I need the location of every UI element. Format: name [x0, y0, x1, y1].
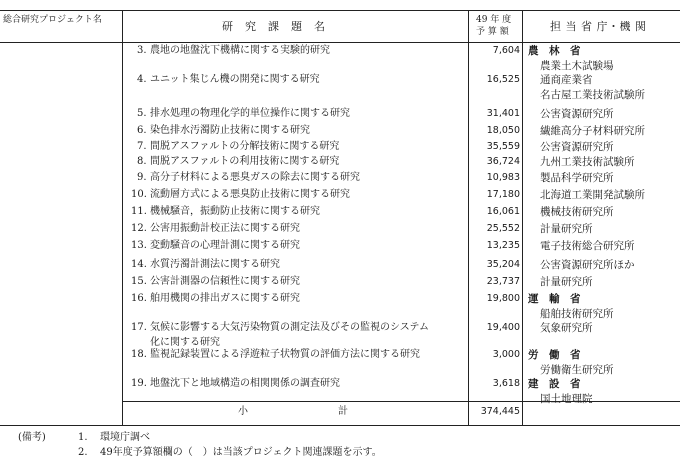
row-agency: 電子技術総合研究所	[540, 240, 635, 252]
row-agency-sub: 国土地理院	[540, 393, 593, 405]
row-number: 10.	[131, 189, 147, 200]
row-budget: 13,235	[486, 240, 520, 251]
row-topic: 舶用機関の排出ガスに関する研究	[150, 293, 300, 304]
row-agency-sub: 農業土木試験場	[540, 60, 614, 72]
row-budget: 35,204	[486, 259, 520, 270]
row-number: 5.	[137, 108, 147, 119]
row-budget: 3,000	[492, 349, 520, 360]
row-topic: 変動騒音の心理計測に関する研究	[150, 240, 300, 251]
row-topic: 水質汚濁計測法に関する研究	[150, 259, 280, 270]
row-topic: 農地の地盤沈下機構に関する実験的研究	[150, 45, 330, 56]
row-number: 11.	[131, 206, 147, 217]
row-agency: 建 設 省	[528, 378, 581, 390]
row-budget: 16,061	[486, 206, 520, 217]
row-budget: 3,618	[492, 378, 520, 389]
row-budget: 19,800	[486, 293, 520, 304]
row-topic: 染色排水汚濁防止技術に関する研究	[150, 125, 310, 136]
row-agency: 北海道工業開発試験所	[540, 189, 645, 201]
row-budget: 35,559	[486, 141, 520, 152]
table-top-border	[0, 10, 680, 11]
row-number: 19.	[131, 378, 147, 389]
subtotal-label: 小 計	[238, 406, 358, 417]
row-agency-sub: 労働衛生研究所	[540, 364, 614, 376]
row-number: 17.	[131, 322, 147, 333]
row-topic-continued: 化に関する研究	[150, 337, 220, 348]
row-topic: 機械騒音，振動防止技術に関する研究	[150, 206, 320, 217]
row-number: 13.	[131, 240, 147, 251]
row-agency: 労 働 省	[528, 349, 581, 361]
row-agency: 気象研究所	[540, 322, 593, 334]
row-budget: 18,050	[486, 125, 520, 136]
row-number: 16.	[131, 293, 147, 304]
row-number: 6.	[137, 125, 147, 136]
row-agency: 計量研究所	[540, 276, 593, 288]
note-1-number: 1.	[78, 432, 88, 443]
header-project: 総合研究プロジェクト名	[3, 15, 102, 25]
row-budget: 25,552	[486, 223, 520, 234]
row-number: 14.	[131, 259, 147, 270]
row-number: 15.	[131, 276, 147, 287]
row-topic: 高分子材料による悪臭ガスの除去に関する研究	[150, 172, 360, 183]
notes-label: (備考)	[18, 432, 46, 443]
col-divider-3	[522, 10, 523, 425]
row-number: 9.	[137, 172, 147, 183]
row-agency: 公害資源研究所ほか	[540, 259, 635, 271]
row-number: 3.	[137, 45, 147, 56]
subtotal-top-border	[123, 401, 680, 402]
row-agency: 農 林 省	[528, 45, 581, 57]
row-number: 7.	[137, 141, 147, 152]
note-1-text: 環境庁調べ	[100, 432, 150, 443]
row-agency: 通商産業省	[540, 74, 593, 86]
row-agency: 機械技術研究所	[540, 206, 614, 218]
header-agency: 担 当 省 庁・機 関	[550, 20, 647, 33]
header-budget-bottom: 予 算 額	[476, 27, 509, 37]
header-title: 研 究 課 題 名	[222, 20, 326, 33]
row-budget: 10,983	[486, 172, 520, 183]
row-topic: ユニット集じん機の開発に関する研究	[150, 74, 320, 85]
note-2-number: 2.	[78, 447, 88, 458]
row-topic: 間脱アスファルトの分解技術に関する研究	[150, 141, 340, 152]
row-agency: 計量研究所	[540, 223, 593, 235]
row-number: 12.	[131, 223, 147, 234]
row-topic: 気候に影響する大気汚染物質の測定法及びその監視のシステム	[150, 322, 429, 333]
row-agency: 公害資源研究所	[540, 141, 614, 153]
row-budget: 7,604	[492, 45, 520, 56]
row-budget: 16,525	[486, 74, 520, 85]
row-number: 18.	[131, 349, 147, 360]
row-number: 8.	[137, 156, 147, 167]
row-topic: 監視記録装置による浮遊粒子状物質の評価方法に関する研究	[150, 349, 420, 360]
row-budget: 23,737	[486, 276, 520, 287]
row-budget: 17,180	[486, 189, 520, 200]
table-bottom-border	[0, 425, 680, 426]
row-number: 4.	[137, 74, 147, 85]
row-agency: 製品科学研究所	[540, 172, 614, 184]
col-divider-1	[122, 10, 123, 425]
row-topic: 公害計測器の信頼性に関する研究	[150, 276, 300, 287]
row-topic: 間脱アスファルトの利用技術に関する研究	[150, 156, 340, 167]
row-budget: 19,400	[486, 322, 520, 333]
row-agency: 繊維高分子材料研究所	[540, 125, 645, 137]
row-agency: 公害資源研究所	[540, 108, 614, 120]
row-budget: 36,724	[486, 156, 520, 167]
header-bottom-border	[0, 42, 680, 43]
row-agency: 運 輸 省	[528, 293, 581, 305]
row-agency-sub: 船舶技術研究所	[540, 308, 614, 320]
col-divider-2	[468, 10, 469, 425]
note-2-text: 49年度予算額欄の（ ）は当該プロジェクト関連課題を示す。	[100, 447, 382, 458]
row-topic: 排水処理の物理化学的単位操作に関する研究	[150, 108, 350, 119]
header-budget-top: 49 年 度	[476, 15, 512, 25]
row-agency-sub: 名古屋工業技術試験所	[540, 89, 645, 101]
row-topic: 地盤沈下と地域構造の相関関係の調査研究	[150, 378, 340, 389]
row-budget: 31,401	[486, 108, 520, 119]
row-topic: 公害用振動計校正法に関する研究	[150, 223, 300, 234]
subtotal-value: 374,445	[480, 406, 520, 417]
row-topic: 流動層方式による悪臭防止技術に関する研究	[150, 189, 350, 200]
row-agency: 九州工業技術試験所	[540, 156, 635, 168]
